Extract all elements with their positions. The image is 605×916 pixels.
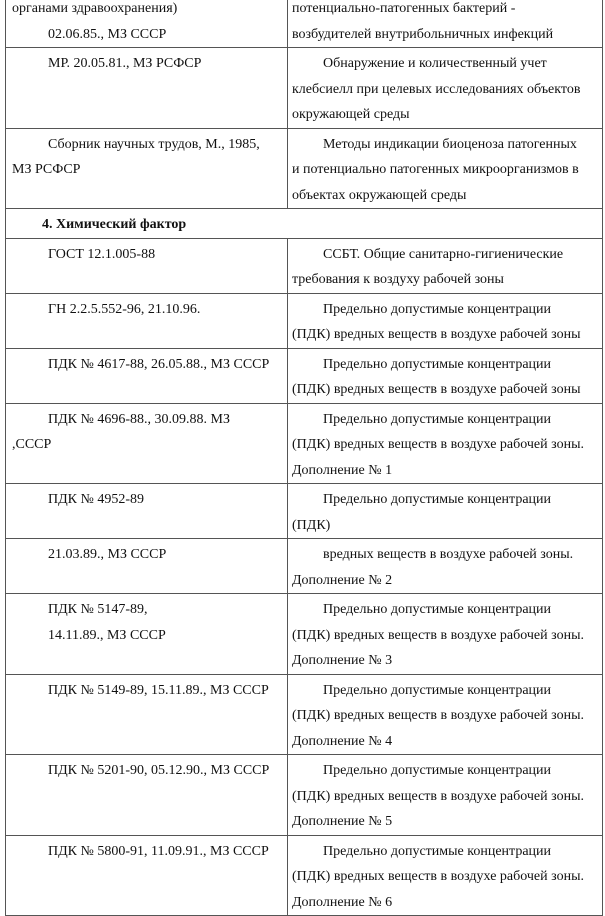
document-ref-cell xyxy=(6,539,288,594)
cell-line: (ПДК) вредных веществ в воздухе рабочей зоны xyxy=(292,382,581,397)
cell-line: Предельно допустимые концентрации xyxy=(323,411,552,427)
cell-line: Методы индикации биоценоза патогенных xyxy=(323,136,577,152)
table-row xyxy=(6,594,603,675)
table-row xyxy=(6,0,603,48)
section-row xyxy=(6,209,603,239)
cell-line: ,СССР xyxy=(12,437,52,452)
cell-line: ПДК № 5201-90, 05.12.90., МЗ СССР xyxy=(48,763,270,778)
cell-line: Дополнение № 2 xyxy=(292,572,393,588)
cell-line: Обнаружение и количественный учет xyxy=(323,56,547,71)
cell-line: Предельно допустимые концентрации xyxy=(323,763,552,778)
document-ref-cell xyxy=(6,238,288,293)
document-title-cell xyxy=(288,755,603,836)
cell-line: ГН 2.2.5.552-96, 21.10.96. xyxy=(48,301,201,317)
document-ref-cell xyxy=(6,755,288,836)
cell-line: Дополнение № 3 xyxy=(292,653,393,668)
section-cell xyxy=(6,209,603,239)
document-title-cell xyxy=(288,238,603,293)
cell-line: Предельно допустимые концентрации xyxy=(323,682,552,698)
table-row xyxy=(6,348,603,403)
cell-line: Дополнение № 1 xyxy=(292,462,393,478)
cell-line: и потенциально патогенных микроорганизмов в xyxy=(292,162,579,177)
table-row xyxy=(6,674,603,755)
cell-line: 14.11.89., МЗ СССР xyxy=(48,627,166,643)
cell-line: Сборник научных трудов, М., 1985, xyxy=(48,136,260,152)
cell-line: ПДК № 4617-88, 26.05.88., МЗ СССР xyxy=(48,356,270,372)
document-ref-cell xyxy=(6,403,288,484)
document-title-cell xyxy=(288,594,603,675)
cell-line: клебсиелл при целевых исследованиях объектов xyxy=(292,81,581,97)
table-row xyxy=(6,835,603,916)
document-ref-cell xyxy=(6,348,288,403)
cell-line: Дополнение № 5 xyxy=(292,814,393,829)
document-ref-cell xyxy=(6,674,288,755)
cell-line: органами здравоохранения) xyxy=(12,1,178,16)
document-ref-cell xyxy=(6,594,288,675)
document-ref-cell xyxy=(6,128,288,209)
document-ref-cell xyxy=(6,484,288,539)
table-row xyxy=(6,484,603,539)
document-title-cell xyxy=(288,835,603,916)
cell-line: (ПДК) вредных веществ в воздухе рабочей зоны. xyxy=(292,788,584,804)
cell-line: Предельно допустимые концентрации xyxy=(323,301,552,317)
cell-line: окружающей среды xyxy=(292,107,410,122)
cell-line: ССБТ. Общие санитарно-гигиенические xyxy=(323,246,564,262)
table-row xyxy=(6,293,603,348)
cell-line: Предельно допустимые концентрации xyxy=(323,602,552,617)
table-row xyxy=(6,755,603,836)
cell-line: 21.03.89., МЗ СССР xyxy=(48,547,167,562)
cell-line: Предельно допустимые концентрации xyxy=(323,492,552,507)
cell-line: ПДК № 4952-89 xyxy=(48,492,145,507)
document-title-cell xyxy=(288,0,603,48)
cell-line: ПДК № 5147-89, xyxy=(48,602,148,617)
table-row xyxy=(6,403,603,484)
cell-line: вредных веществ в воздухе рабочей зоны. xyxy=(323,547,574,562)
cell-line: (ПДК) вредных веществ в воздухе рабочей зоны. xyxy=(292,708,584,723)
document-title-cell xyxy=(288,128,603,209)
regulations-table xyxy=(5,0,603,916)
cell-line: (ПДК) вредных веществ в воздухе рабочей зоны xyxy=(292,327,581,342)
table-row xyxy=(6,238,603,293)
document-title-cell xyxy=(288,484,603,539)
cell-line: требования к воздуху рабочей зоны xyxy=(292,272,504,287)
table-row xyxy=(6,539,603,594)
cell-line: объектах окружающей среды xyxy=(292,187,467,203)
document-ref-cell xyxy=(6,293,288,348)
document-title-cell xyxy=(288,293,603,348)
cell-line: Дополнение № 4 xyxy=(292,733,393,749)
cell-line: МР. 20.05.81., МЗ РСФСР xyxy=(48,56,202,71)
document-ref-cell xyxy=(6,835,288,916)
table-row xyxy=(6,48,603,129)
cell-line: Предельно допустимые концентрации xyxy=(323,356,552,372)
section-heading: 4. Химический фактор xyxy=(42,217,187,232)
document-ref-cell xyxy=(6,48,288,129)
document-title-cell xyxy=(288,403,603,484)
cell-line: ПДК № 5149-89, 15.11.89., МЗ СССР xyxy=(48,682,269,698)
cell-line: Дополнение № 6 xyxy=(292,894,393,910)
cell-line: ПДК № 4696-88., 30.09.88. МЗ xyxy=(48,411,230,427)
cell-line: 02.06.85., МЗ СССР xyxy=(48,26,167,42)
cell-line: (ПДК) вредных веществ в воздухе рабочей зоны. xyxy=(292,869,584,884)
document-title-cell xyxy=(288,674,603,755)
document-title-cell xyxy=(288,48,603,129)
cell-line: ГОСТ 12.1.005-88 xyxy=(48,246,156,262)
cell-line: (ПДК) вредных веществ в воздухе рабочей зоны. xyxy=(292,627,584,643)
cell-line: возбудителей внутрибольничных инфекций xyxy=(292,26,554,42)
document-title-cell xyxy=(288,348,603,403)
table-row xyxy=(6,128,603,209)
document-ref-cell xyxy=(6,0,288,48)
cell-line: МЗ РСФСР xyxy=(12,162,81,177)
cell-line: (ПДК) xyxy=(292,517,331,533)
cell-line: ПДК № 5800-91, 11.09.91., МЗ СССР xyxy=(48,843,269,859)
cell-line: (ПДК) вредных веществ в воздухе рабочей зоны. xyxy=(292,437,584,452)
cell-line: потенциально-патогенных бактерий - xyxy=(292,1,516,16)
cell-line: Предельно допустимые концентрации xyxy=(323,843,552,859)
document-title-cell xyxy=(288,539,603,594)
